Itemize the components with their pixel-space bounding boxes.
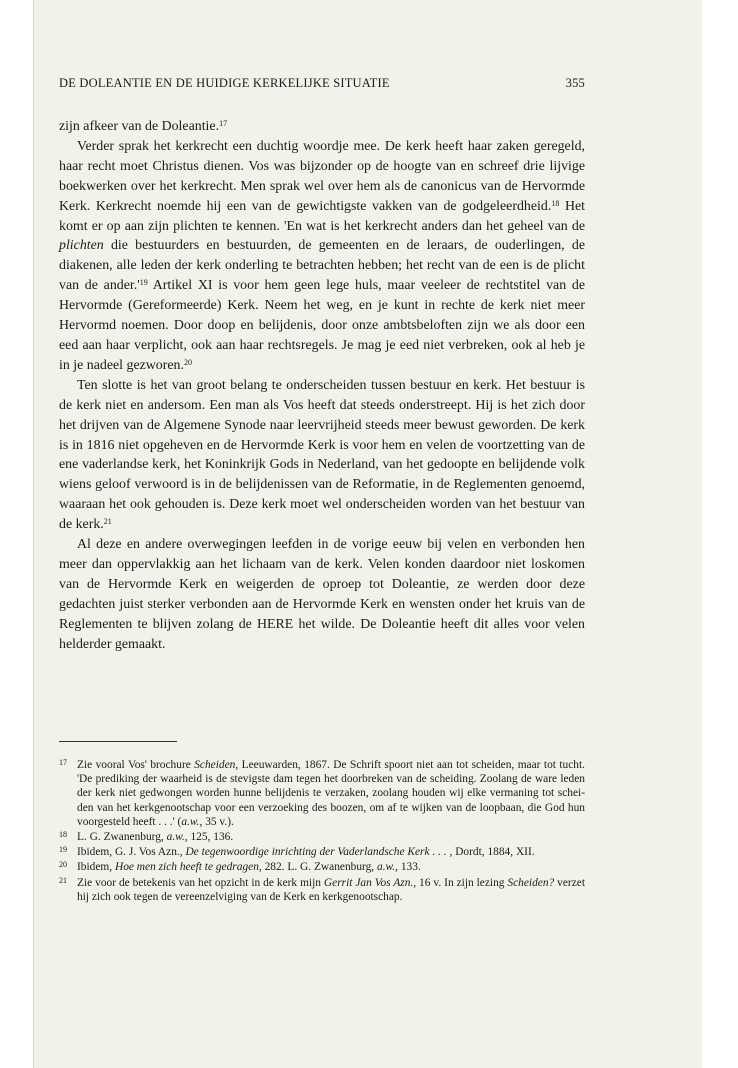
footnote-ref-18[interactable]: 18 [551, 198, 560, 208]
footnote-number: 17 [59, 758, 67, 767]
footnote-21: 21 Zie voor de betekenis van het opzicht in de kerk mijn Gerrit Jan Vos Azn., 16 v. In zijn lezing Scheiden? verzet hij zich ook tegen de vereenzelviging van de Kerk en kerkgenootschap. [59, 875, 586, 903]
paragraph-4: Al deze en andere overwegingen leefden in de vorige eeuw bij velen en verbonden hen meer dan oppervlakkig aan het lichaam van de kerk. Velen konden daardoor niet loskomen van de Hervormde Kerk en weigerden de oproep tot Doleantie, ze werden door deze gedachten juist sterker verbonden aan de Hervormde Kerk en wensten onder het kruis van de Reglementen te blijven zolang de HERE het wilde. De Doleantie heeft dit alles voor velen helderder gemaakt. [59, 537, 585, 652]
scan-margin-left [0, 0, 33, 1068]
footnote-20: 20 Ibidem, Hoe men zich heeft te gedragen, 282. L. G. Zwanenburg, a.w., 133. [59, 860, 421, 874]
paragraph-2: Verder sprak het kerkrecht een duchtig woordje mee. De kerk heeft haar zaken geregeld, haar recht moet Christus dienen. Vos was bijzonder op de hoogte van en schreef drie lijvige boekwerken over het kerkrecht. Men sprak wel over hem als de canonicus van de Hervormde Kerk. Kerkrecht noemde hij een van de gewichtigste vakken van de godgeleerdheid.$^{18}$ Het komt er op aan zijn plichten te kennen. 'En wat is het kerkrecht anders dan het geheel van de plichten die bestuurders en bestuurden, de gemeenten en de leraars, de ouderlingen, de diakenen, alle leden der kerk onderling te betrachten hebben; het recht van de een is de plicht van de $ander.'^{19}$ Artikel XI is voor hem geen lege huls, maar veeleer de rechtstitel van de Hervormde (Gereformeerde) Kerk. Neem het weg, en je kunt in rechte de kerk niet meer Hervormd noemen. Door doop en belijdenis, door onze ambtsbeloften zijn we als door een eed aan haar verplicht, ook aan haar rechtsregels. Je mag je eed niet verbreken, ook al heb je in je nadeel gezworen.$^{20}$ [59, 138, 585, 373]
footnote-number: 21 [59, 875, 67, 885]
footnote-number: 19 [59, 845, 67, 855]
footnote-ref-17[interactable]: 17 [219, 119, 228, 128]
scan-margin-right [702, 0, 738, 1068]
paragraph-1: zijn afkeer van de Doleantie.$^{17}$ [59, 119, 228, 134]
footnote-ref-20[interactable]: 20 [183, 357, 192, 367]
footnote-number: 20 [59, 860, 67, 870]
footnotes [59, 758, 585, 905]
emphasis-plichten: plichten [59, 238, 104, 254]
footnote-18: 18 L. G. Zwanenburg, a.w., 125, 136. [59, 830, 234, 844]
running-title: DE DOLEANTIE EN DE HUIDIGE KERKELIJKE SITUATIE [59, 76, 390, 90]
footnote-ref-19[interactable]: 19 [139, 278, 148, 288]
footnote-number: 18 [59, 830, 67, 840]
paragraph-3: Ten slotte is het van groot belang te onderscheiden tussen bestuur en kerk. Het bestuur is de kerk niet en andersom. Een man als Vos heeft dat steeds onderstreept. Hij is het zich door het drijven van de Algemene Synode naar leervrijheid steeds meer bewust geworden. De kerk is in 1816 niet opgeheven en de Hervormde Kerk is voor hem en velen de voortzetting van de ene vaderlandse kerk, het Koninkrijk Gods in Nederland, van het gedoopte en belijdende volk wiens geloof verwoord is in de belijdenissen van de Reformatie, in de Reglementen genoemd, waaraan het ook gehouden is. Deze kerk moet wel onderscheiden worden van het bestuur van de kerk.$^{21}$ [59, 377, 585, 533]
page-number: 355 [565, 76, 585, 90]
footnote-ref-21[interactable]: 21 [103, 517, 112, 527]
footnote-19: 19 Ibidem, G. J. Vos Azn., De tegenwoordige inrichting der Vaderlandsche Kerk . . . , Dordt, 1884, XII. [59, 845, 535, 859]
body-text [59, 117, 585, 654]
footnote-separator [59, 741, 177, 742]
footnote-17: 17 Zie vooral Vos' brochure Scheiden, Leeuwarden, 1867. De Schrift spoort niet aan tot scheiden, maar tot tucht. 'De prediking der waarheid is de stevigste dam tegen het doorbreken van de scheiding. Zoolang de ware leden der kerk niet gedwongen worden hunne belijdenis te verzaken, zoolang houden wij elke vermaning tot scheiden van het kerkgenootschap voor een verzoeking des boozen, om af te wijken van de loopbaan, die God hun voorgesteld heeft . . .' (a.w., 35 v.). [59, 758, 585, 828]
